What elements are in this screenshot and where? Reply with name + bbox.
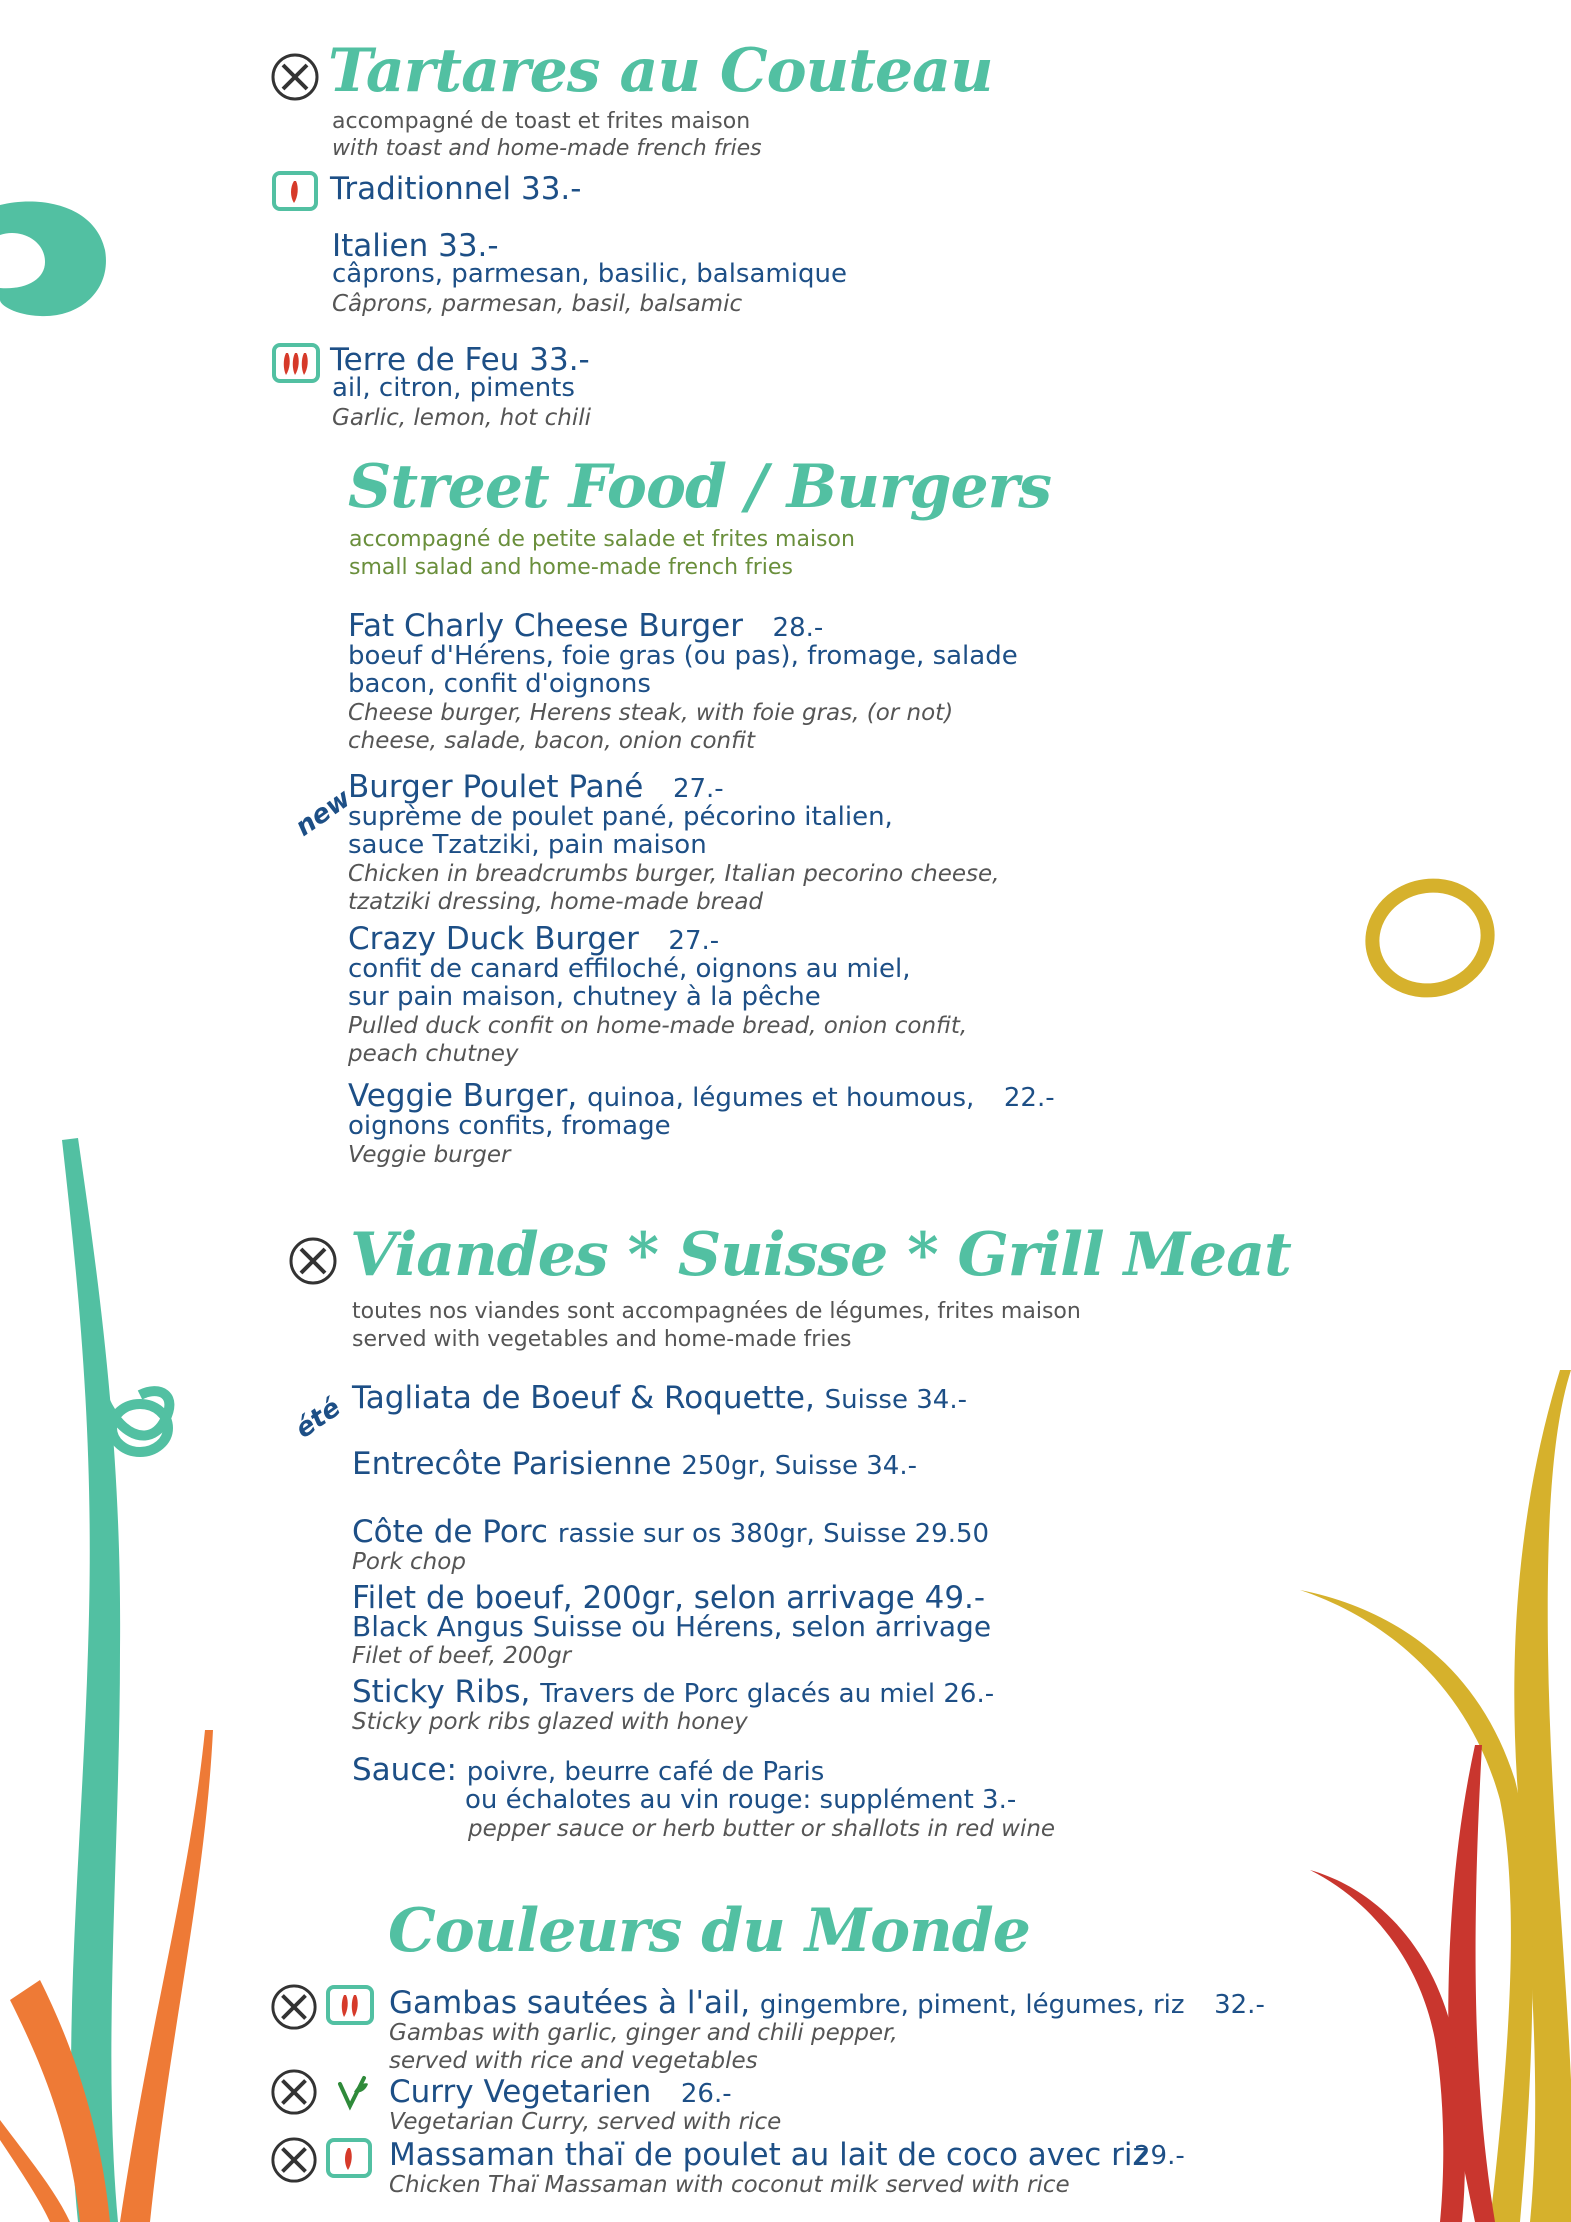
vegetarian-sprout-icon <box>332 2072 372 2112</box>
menu-item-name: Burger Poulet Pané 27.- <box>348 769 724 805</box>
menu-item-description: Black Angus Suisse ou Hérens, selon arrivage <box>352 1610 992 1643</box>
sauce-options: ou échalotes au vin rouge: supplément 3.- <box>465 1785 1017 1815</box>
new-badge: new <box>290 783 357 843</box>
menu-item-detail: gingembre, piment, légumes, riz <box>759 1990 1185 2020</box>
menu-item-english: Chicken Thaï Massaman with coconut milk served with rice <box>389 2172 1070 2198</box>
section-subtitle-fr: accompagné de toast et frites maison <box>332 109 751 134</box>
menu-item-english: Garlic, lemon, hot chili <box>332 405 592 431</box>
menu-item-english: Veggie burger <box>348 1142 511 1168</box>
menu-item-name: Filet de boeuf, 200gr, selon arrivage 49.- <box>352 1580 986 1616</box>
menu-item-english: served with rice and vegetables <box>389 2048 758 2074</box>
menu-item-detail: 200gr, selon arrivage 49.- <box>582 1580 986 1616</box>
menu-item-english: Pulled duck confit on home-made bread, onion confit, <box>348 1013 968 1039</box>
menu-item-english: Cheese burger, Herens steak, with foie gras, (or not) <box>348 700 954 726</box>
menu-item-english: tzatziki dressing, home-made bread <box>348 889 764 915</box>
section-subtitle-fr: toutes nos viandes sont accompagnées de légumes, frites maison <box>352 1299 1081 1324</box>
mustard-ring-decoration <box>1361 873 1500 1003</box>
section-title: Tartares au Couteau <box>328 36 993 106</box>
menu-item-name: Veggie Burger, quinoa, légumes et houmous, 22.- <box>348 1078 1055 1114</box>
menu-item-name: Fat Charly Cheese Burger 28.- <box>348 608 824 644</box>
menu-item-detail: rassie sur os 380gr, Suisse 29.50 <box>557 1519 990 1549</box>
menu-item-name: Terre de Feu 33.- <box>330 342 590 378</box>
menu-item-description: sur pain maison, chutney à la pêche <box>348 982 821 1012</box>
crossed-fork-knife-icon <box>288 1236 338 1286</box>
chili-pepper-icon <box>326 1985 374 2025</box>
section-subtitle-fr: accompagné de petite salade et frites maison <box>349 527 855 552</box>
menu-item-detail: 250gr, Suisse 34.- <box>681 1451 917 1481</box>
menu-item-description: boeuf d'Hérens, foie gras (ou pas), fromage, salade <box>348 641 1018 671</box>
menu-item-name: Massaman thaï de poulet au lait de coco avec riz <box>389 2137 1149 2173</box>
menu-item-price: 32.- <box>1214 1990 1265 2020</box>
section-subtitle-en: with toast and home-made french fries <box>332 136 762 161</box>
menu-item-detail: Suisse 34.- <box>824 1385 967 1415</box>
menu-item-price: 27.- <box>668 926 720 956</box>
menu-item-english: Pork chop <box>352 1549 466 1575</box>
menu-item-name: Curry Vegetarien 26.- <box>389 2074 732 2110</box>
menu-item-english: Chicken in breadcrumbs burger, Italian pecorino cheese, <box>348 861 1000 887</box>
menu-item-english: Câprons, parmesan, basil, balsamic <box>332 291 743 317</box>
crossed-fork-knife-icon <box>270 1983 318 2031</box>
crossed-fork-knife-icon <box>270 2068 318 2116</box>
section-title: Couleurs du Monde <box>388 1896 1030 1966</box>
ete-badge: été <box>290 1392 347 1445</box>
menu-item-description: confit de canard effiloché, oignons au miel, <box>348 954 911 984</box>
menu-item-english: Gambas with garlic, ginger and chili pepper, <box>389 2020 898 2046</box>
menu-item-description: bacon, confit d'oignons <box>348 669 651 699</box>
menu-item-description: câprons, parmesan, basilic, balsamique <box>332 259 847 289</box>
menu-item-detail: Travers de Porc glacés au miel 26.- <box>540 1679 995 1709</box>
menu-item-name: Italien 33.- <box>332 228 499 264</box>
section-subtitle-en: small salad and home-made french fries <box>349 555 793 580</box>
menu-item-description: suprème de poulet pané, pécorino italien, <box>348 802 893 832</box>
menu-item-price: 22.- <box>1003 1083 1055 1113</box>
menu-item-price: 28.- <box>772 613 824 643</box>
menu-item-name: Traditionnel 33.- <box>330 171 582 207</box>
menu-item-name: Gambas sautées à l'ail, gingembre, piment, légumes, riz 32.- <box>389 1985 1265 2021</box>
menu-item-description: oignons confits, fromage <box>348 1111 671 1141</box>
menu-item-english: peach chutney <box>348 1041 519 1067</box>
menu-item-english: Sticky pork ribs glazed with honey <box>352 1709 748 1735</box>
menu-item-name: Côte de Porc rassie sur os 380gr, Suisse 29.50 <box>352 1514 990 1550</box>
crossed-fork-knife-icon <box>270 2136 318 2184</box>
menu-item-name: Sticky Ribs, Travers de Porc glacés au miel 26.- <box>352 1674 995 1710</box>
chili-pepper-icon <box>272 343 320 383</box>
sauce-english: pepper sauce or herb butter or shallots in red wine <box>468 1816 1056 1842</box>
section-title: Viandes * Suisse * Grill Meat <box>350 1220 1291 1290</box>
menu-item-name: Entrecôte Parisienne 250gr, Suisse 34.- <box>352 1446 917 1482</box>
menu-item-price: 27.- <box>672 774 724 804</box>
menu-item-price: 26.- <box>680 2079 732 2109</box>
section-subtitle-en: served with vegetables and home-made fries <box>352 1327 852 1352</box>
menu-item-description: sauce Tzatziki, pain maison <box>348 830 707 860</box>
chili-pepper-icon <box>326 2138 372 2178</box>
menu-item-name: Crazy Duck Burger 27.- <box>348 921 720 957</box>
chili-pepper-icon <box>272 171 318 211</box>
crossed-fork-knife-icon <box>270 52 320 102</box>
menu-item-english: Vegetarian Curry, served with rice <box>389 2109 782 2135</box>
menu-item-english: cheese, salade, bacon, onion confit <box>348 728 755 754</box>
section-title: Street Food / Burgers <box>348 452 1052 522</box>
sauce-options: poivre, beurre café de Paris <box>466 1757 825 1787</box>
sauce-label: Sauce: poivre, beurre café de Paris <box>352 1752 825 1788</box>
menu-item-english: Filet of beef, 200gr <box>352 1643 572 1669</box>
menu-item-description: ail, citron, piments <box>332 373 575 403</box>
menu-item-name: Tagliata de Boeuf & Roquette, Suisse 34.- <box>352 1380 967 1416</box>
menu-item-detail: quinoa, légumes et houmous, <box>587 1083 975 1113</box>
menu-item-price: 29.- <box>1134 2141 1185 2171</box>
